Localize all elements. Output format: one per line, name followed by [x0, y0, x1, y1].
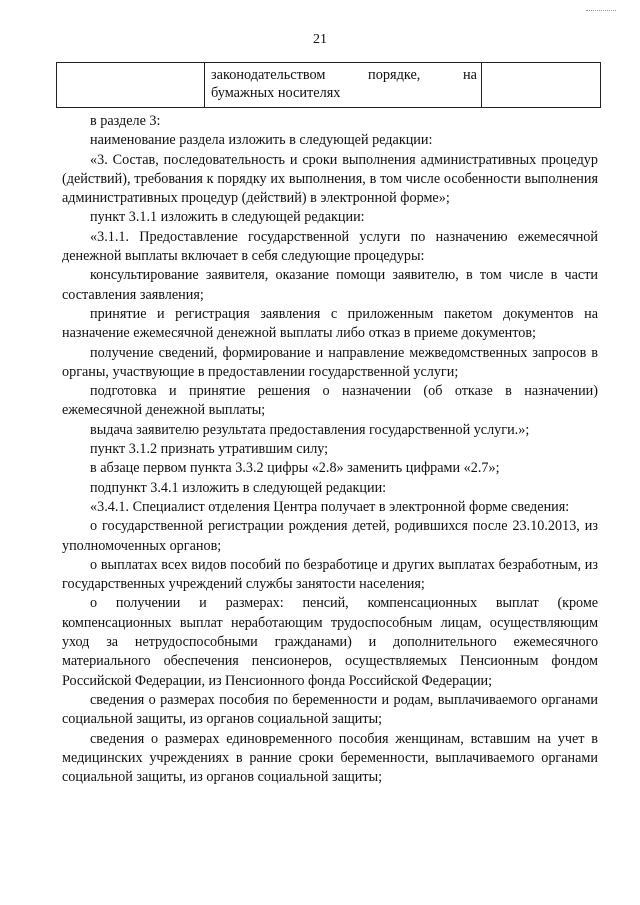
- table-cell-empty-left: [57, 63, 205, 108]
- paragraph-interagency-requests: получение сведений, формирование и направление межведомственных запросов в органы, участвующие в предоставлении государственной услуги;: [62, 344, 598, 380]
- paragraph-point-3-1-1-instruction: пункт 3.1.1 изложить в следующей редакции:: [90, 209, 365, 226]
- paragraph-early-registration-benefits: сведения о размерах единовременного пособия женщинам, вставшим на учет в медицинских учреждениях в ранние сроки беременности, выплачиваемого органами социальной защиты, из органов социальной защиты;: [62, 730, 598, 786]
- paragraph-maternity-benefits: сведения о размерах пособия по беременности и родам, выплачиваемого органами социальной защиты, из органов социальной защиты;: [62, 691, 598, 728]
- table-cell-text: [205, 63, 482, 108]
- paragraph-consulting: консультирование заявителя, оказание помощи заявителю, в том числе в части составления заявления;: [62, 267, 598, 303]
- paragraph-point-3-1-2: пункт 3.1.2 признать утратившим силу;: [90, 441, 329, 458]
- paragraph-birth-registration: о государственной регистрации рождения детей, родившихся после 23.10.2013, из уполномоченных органов;: [62, 518, 598, 554]
- paragraph-result-issuance: выдача заявителю результата предоставления государственной услуги.»;: [90, 421, 530, 438]
- table-cell-content: [205, 63, 481, 102]
- paragraph-acceptance: принятие и регистрация заявления с приложенным пакетом документов на назначение ежемесячной денежной выплаты либо отказ в приеме документов;: [62, 305, 598, 342]
- paragraph-subpoint-3-4-1-instruction: подпункт 3.4.1 изложить в следующей редакции:: [90, 479, 387, 496]
- paragraph-section-title-text: «3. Состав, последовательность и сроки выполнения административных процедур (действий), требования к порядку их выполнения, в том числе особенности выполнения административных процедур (действий) в электронной форме»;: [62, 151, 598, 207]
- paragraph-pensions: о получении и размерах: пенсий, компенсационных выплат (кроме компенсационных выплат неработающим трудоспособным лицам, осуществляющим уход за нетрудоспособными гражданами) и дополнительного ежемесячного материального обеспечения пенсионеров, осуществляемых Пенсионным фондом Российской Федерации, из Пенсионного фонда Российской Федерации;: [62, 595, 598, 689]
- paragraph-unemployment-benefits: о выплатах всех видов пособий по безработице и других выплатах безработным, из государственных учреждений службы занятости населения;: [62, 556, 598, 593]
- scan-artifact: [586, 10, 616, 13]
- table-cell-line-2: бумажных носителях: [211, 85, 341, 101]
- paragraph-section-title-instruction: наименование раздела изложить в следующей редакции:: [90, 132, 433, 149]
- table-row: [57, 63, 601, 108]
- table-cell-line-1: законодательством порядке, на: [211, 67, 477, 83]
- document-body: [62, 112, 598, 787]
- page-number: 21: [313, 32, 327, 47]
- paragraph-decision: подготовка и принятие решения о назначении (об отказе в назначении) ежемесячной денежной выплаты;: [62, 383, 598, 419]
- paragraph-point-3-3-2: в абзаце первом пункта 3.3.2 цифры «2.8» заменить цифрами «2.7»;: [90, 460, 500, 477]
- paragraph-section-3: в разделе 3:: [90, 113, 161, 129]
- paragraph-point-3-1-1-text: «3.1.1. Предоставление государственной услуги по назначению ежемесячной денежной выплаты включает в себя следующие процедуры:: [62, 228, 598, 265]
- table-fragment: [56, 62, 601, 108]
- paragraph-subpoint-3-4-1-text: «3.4.1. Специалист отделения Центра получает в электронной форме сведения:: [90, 498, 570, 515]
- table-cell-empty-right: [482, 63, 601, 108]
